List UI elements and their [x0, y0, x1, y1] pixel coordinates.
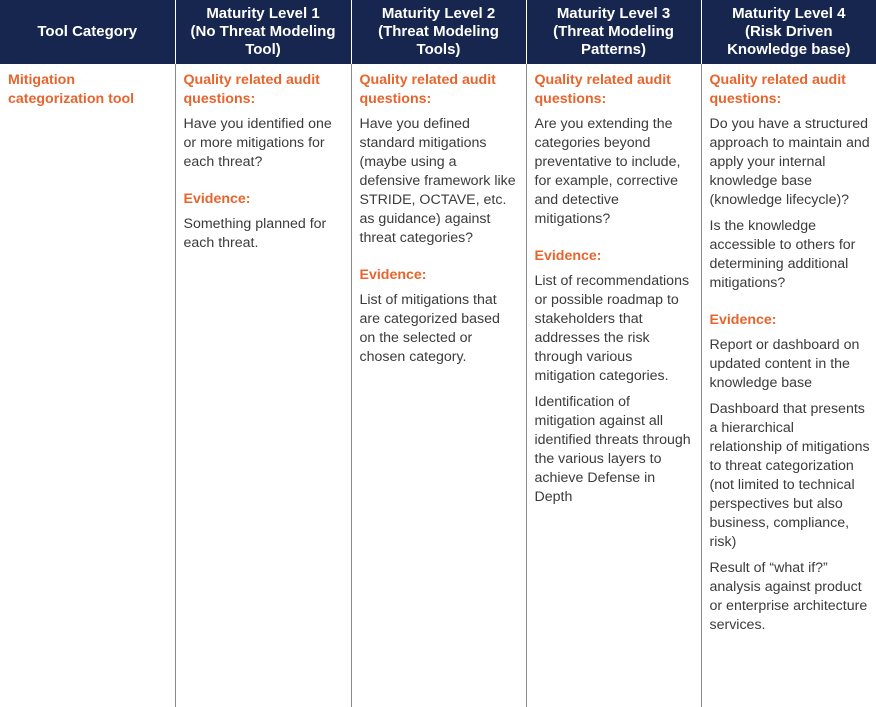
header-row	[0, 0, 876, 64]
header-level-title: Maturity Level 3	[556, 5, 671, 22]
header-level-subtitle: Knowledge base)	[727, 41, 851, 58]
header-level-subtitle: (Threat Modeling	[553, 23, 674, 40]
header-tool-category: Tool Category	[0, 0, 175, 64]
evidence-heading: Evidence:	[534, 248, 602, 264]
header-level-subtitle: (Risk Driven	[744, 23, 833, 40]
level-2-cell	[351, 64, 526, 707]
audit-question: Have you defined standard mitigations (maybe using a defensive framework like STRIDE, OCTAVE, etc. as guidance) against threat categories?	[359, 116, 516, 246]
quality-questions-heading: Quality related audit questions:	[359, 72, 496, 107]
level-3-cell	[526, 64, 701, 707]
header-maturity-level-4	[701, 0, 876, 64]
evidence-item: Identification of mitigation against all identified threats through the various layers to achieve Defense in Depth	[534, 394, 691, 505]
quality-questions-heading: Quality related audit questions:	[534, 72, 671, 107]
evidence-item: List of recommendations or possible roadmap to stakeholders that addresses the risk through various mitigation categories.	[534, 273, 690, 384]
evidence-heading: Evidence:	[709, 312, 777, 328]
table-body	[0, 64, 876, 707]
evidence-heading: Evidence:	[183, 191, 251, 207]
audit-question: Is the knowledge accessible to others for determining additional mitigations?	[709, 218, 856, 291]
evidence-item: Dashboard that presents a hierarchical relationship of mitigations to threat categorization (not limited to technical perspectives but also business, compliance, risk)	[709, 401, 870, 550]
header-maturity-level-2	[351, 0, 526, 64]
level-1-cell	[175, 64, 351, 707]
quality-questions-heading: Quality related audit questions:	[709, 72, 846, 107]
header-level-subtitle: Patterns)	[580, 41, 647, 58]
header-level-title: Maturity Level 1	[206, 5, 320, 22]
table-header	[0, 0, 876, 64]
evidence-heading: Evidence:	[359, 267, 427, 283]
level-4-cell	[701, 64, 876, 707]
tool-category-cell: Mitigation categorization tool	[0, 64, 175, 707]
evidence-item: Result of “what if?” analysis against product or enterprise architecture services.	[709, 560, 868, 633]
audit-question: Have you identified one or more mitigations for each threat?	[183, 116, 332, 170]
table-row	[0, 64, 876, 707]
header-maturity-level-1	[175, 0, 351, 64]
audit-question: Are you extending the categories beyond preventative to include, for example, corrective and detective mitigations?	[534, 116, 681, 227]
header-level-title: Maturity Level 4	[732, 5, 846, 22]
header-level-title: Maturity Level 2	[381, 5, 496, 22]
header-level-subtitle: (Threat Modeling	[378, 23, 499, 40]
evidence-item: Something planned for each threat.	[183, 216, 327, 251]
header-level-subtitle: Tools)	[416, 41, 461, 58]
header-level-subtitle: (No Threat Modeling	[190, 23, 336, 40]
header-level-subtitle: Tool)	[245, 41, 281, 58]
audit-question: Do you have a structured approach to maintain and apply your internal knowledge base (knowledge lifecycle)?	[709, 116, 870, 208]
quality-questions-heading: Quality related audit questions:	[183, 72, 320, 107]
evidence-item: List of mitigations that are categorized based on the selected or chosen category.	[359, 292, 500, 365]
evidence-item: Report or dashboard on updated content in the knowledge base	[709, 337, 860, 391]
header-maturity-level-3	[526, 0, 701, 64]
